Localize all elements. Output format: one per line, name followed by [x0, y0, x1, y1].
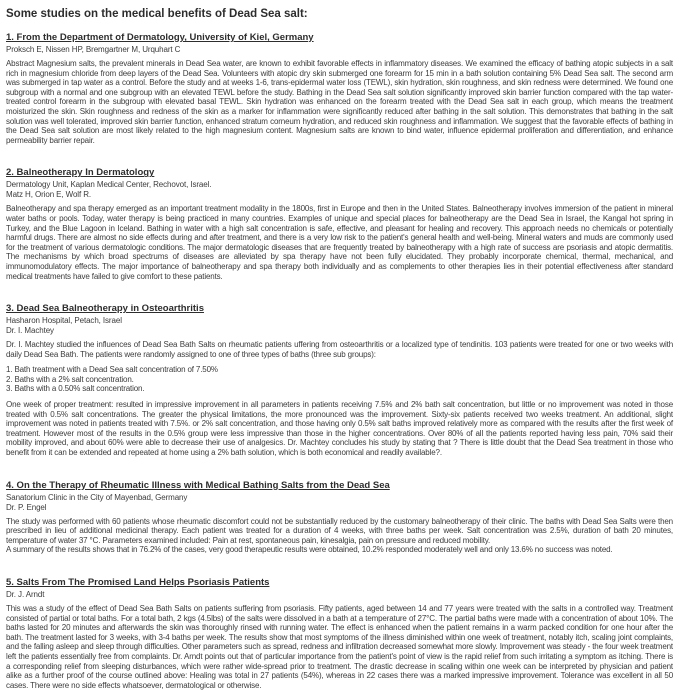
- study-section-5: [6, 577, 673, 690]
- study-section-2: [6, 167, 673, 281]
- section-4-heading: 4. On the Therapy of Rheumatic Illness with Medical Bathing Salts from the Dead Sea: [6, 479, 390, 491]
- study-section-1: [6, 32, 673, 145]
- section-4-author: Dr. P. Engel: [6, 502, 47, 512]
- section-1-abstract: Abstract Magnesium salts, the prevalent minerals in Dead Sea water, are known to exhibit favorable effects in inflammatory diseases. We examined the efficacy of bathing atopic subjects in a salt rich in magnesium chloride from deep layers of the Dead Sea. Volunteers with atopic dry skin submerged one forearm for 15 min in a bath solution containing 5% Dead Sea salt. The second arm was submerged in tap water as a control. Before the study and at weeks 1-6, trans-epidermal water loss (TEWL), skin hydration, skin roughness, and skin redness were determined. We found one subgroup with a normal and one subgroup with an elevated TEWL before the study. Bathing in the Dead Sea salt solution significantly improved skin barrier function compared with the tap water-treated control forearm in the subgroup with elevated basal TEWL. Skin hydration was enhanced on the forearm treated with the Dead Sea salt in each group, which means the treatment moisturized the skin. Skin roughness and redness of the skin as a marker for inflammation were significantly reduced after bathing in the salt solution. This demonstrates that bathing in the salt solution was well tolerated, improved skin barrier function, enhanced stratum corneum hydration, and reduced skin roughness and inflammation. We suggest that the favorable effects of bathing in the Dead Sea salt solution are most likely related to the high magnesium content. Magnesium salts are known to bind water, influence epidermal proliferation and differentiation, and enhance permeability barrier repair.: [6, 59, 673, 145]
- section-3-affiliation: Hasharon Hospital, Petach, Israel: [6, 316, 122, 326]
- bath-group-item-3: 3. Baths with a 0.50% salt concentration.: [6, 384, 145, 394]
- section-2-affiliation: Dermatology Unit, Kaplan Medical Center, Rechovot, Israel.: [6, 180, 212, 190]
- section-3-author: Dr. I. Machtey: [6, 326, 54, 336]
- section-4-study: The study was performed with 60 patients whose rheumatic discomfort could not be substantially reduced by the customary balneotherapy of their clinic. The baths with Dead Sea Salts were then prescribed in lieu of additional medicinal therapy. Each patient was treated for a duration of 4 weeks, with three baths per week. Salt concentration was 2.5%, duration of bath 20 minutes, temperature of water 37 °C. Parameters examined included: Pain at rest, spontaneous pain, kinesalgia, pain on pressure and reduced mobility.: [6, 516, 673, 545]
- bath-groups-list: [6, 365, 673, 394]
- section-3-results: One week of proper treatment: resulted in impressive improvement in all parameters in patients receiving 7.5% and 2% bath salt concentration, but little or no improvement was noted in those treated with 0.5% salt concentrations. The greater the physical limitations, the more pronounced was the improvement. Sixty-six patients received two weeks treatment. An additional, slight improvement was noted in patients treated with 7.5%. or 2% salt concentration, and those having only 0.5% salt baths improved relatively more as compared with the results after the first week of treatment. However most of the results in the 0.5% group were less impressive than those in the higher concentrations. Over 80% of all the patients reported having less pain, 70% said their mobility improved, and about 60% were able to decrease their use of analgesics. Dr. Machtey concludes his study by stating that ? There is little doubt that the Dead Sea treatment in those who benefit from it can be extended and repeated at home using a 2% bath solution, which is both economical and readily available?.: [6, 400, 673, 458]
- section-5-study: This was a study of the effect of Dead Sea Bath Salts on patients suffering from psoriasis. Fifty patients, aged between 14 and 77 years were treated with the salts in a controlled way. Treatment consisted of partial or total baths. For a total bath, 2 kgs (4.5lbs) of the salts were dissolved in a bath at a temperature of 27°C. The partial baths were made with a concentration of about 10%. The baths lasted for 20 minutes and afterwards the skin was thoroughly rinsed with running water. The effect is enhanced when the patient remains in a warm packed condition for one hour after the bath. The treatment lasted for 3 weeks, with 3-4 baths per week. The results show that most symptoms of the illness diminished within one week of treatment, notably itch, scaling joint complaints, and the falling asleep and sleep through difficulties. Other parameters such as spread, redness and infiltration decreased somewhat more slowly. Improvement was steady - the four week treatment left the patients essentially free from complaints. Dr. Arndt points out that of particular importance from the patient's point of view is the rapid relief from such irritating a symptom as itching. There is a corresponding relief from sleeping disturbances, which were rather wide-spread prior to treatment. The drastic decrease in scaling within one week can be interpreted by physician and patient alike as a further proof of the course outlined above: Healing was total in 27 patients (54%), whereas in 22 cases there was a marked impressive improvement. Tolerance was excellent in all 50 cases. There were no side effects whatsoever, dermatological or otherwise.: [6, 604, 673, 690]
- section-3-intro: Dr. I. Machtey studied the influences of Dead Sea Bath Salts on rheumatic patients uffering from osteoarthritis or a localized type of tendinitis. 103 patients were treated for one or two weeks with daily Dead Sea Bath. The patients were randomly assigned to one of three types of baths (three sub groups):: [6, 340, 673, 359]
- section-5-heading: 5. Salts From The Promised Land Helps Psoriasis Patients: [6, 577, 270, 588]
- section-4-summary: A summary of the results shows that in 76.2% of the cases, very good therapeutic results were obtained, 10.2% responded moderately well and only 13.6% no success was noted.: [6, 545, 613, 555]
- page-title: Some studies on the medical benefits of Dead Sea salt:: [6, 8, 308, 20]
- section-1-authors: Proksch E, Nissen HP, Bremgartner M, Urquhart C: [6, 45, 181, 54]
- bath-group-item-1: 1. Bath treatment with a Dead Sea salt concentration of 7.50%: [6, 365, 218, 375]
- section-5-author: Dr. J. Arndt: [6, 590, 45, 599]
- study-section-4: [6, 480, 673, 555]
- section-4-affiliation: Sanatorium Clinic in the City of Mayenbad, Germany: [6, 492, 188, 502]
- section-3-heading: 3. Dead Sea Balneotherapy in Osteoarthritis: [6, 303, 204, 315]
- section-1-heading: 1. From the Department of Dermatology, University of Kiel, Germany: [6, 32, 314, 43]
- section-2-authors: Matz H, Orion E, Wolf R.: [6, 190, 92, 200]
- bath-group-item-2: 2. Baths with a 2% salt concentration.: [6, 374, 134, 384]
- section-2-heading: 2. Balneotherapy In Dermatology: [6, 167, 155, 179]
- study-section-3: [6, 303, 673, 458]
- section-2-abstract: Balneotherapy and spa therapy emerged as an important treatment modality in the 1800s, first in Europe and then in the United States. Balneotherapy involves immersion of the patient in mineral water baths or pools. Today, water therapy is being practiced in many countries. Examples of unique and special places for balneotherapy are the Dead Sea in Israel, the Kangal hot spring in Turkey, and the Blue Lagoon in Iceland. Bathing in water with a high salt concentration is safe, effective, and pleasant for healing and recovery. This approach needs no chemicals or potentially harmful drugs. There are almost no side effects during and after treatment, and there is a very low risk to the patient's general health and well-being. Mineral waters and muds are commonly used for the treatment of various dermatologic conditions. The major dermatologic diseases that are frequently treated by balneotherapy with a high rate of success are psoriasis and atopic dermatitis. The mechanisms by which broad spectrums of diseases are alleviated by spa therapy have not been fully elucidated. They probably incorporate chemical, thermal, mechanical, and immunomodulatory effects. The major importance of balneotherapy and spa therapy both individually and as complements to other therapies lies in their potential effectiveness after standard medical treatments have failed to give comfort to these patients.: [6, 204, 673, 281]
